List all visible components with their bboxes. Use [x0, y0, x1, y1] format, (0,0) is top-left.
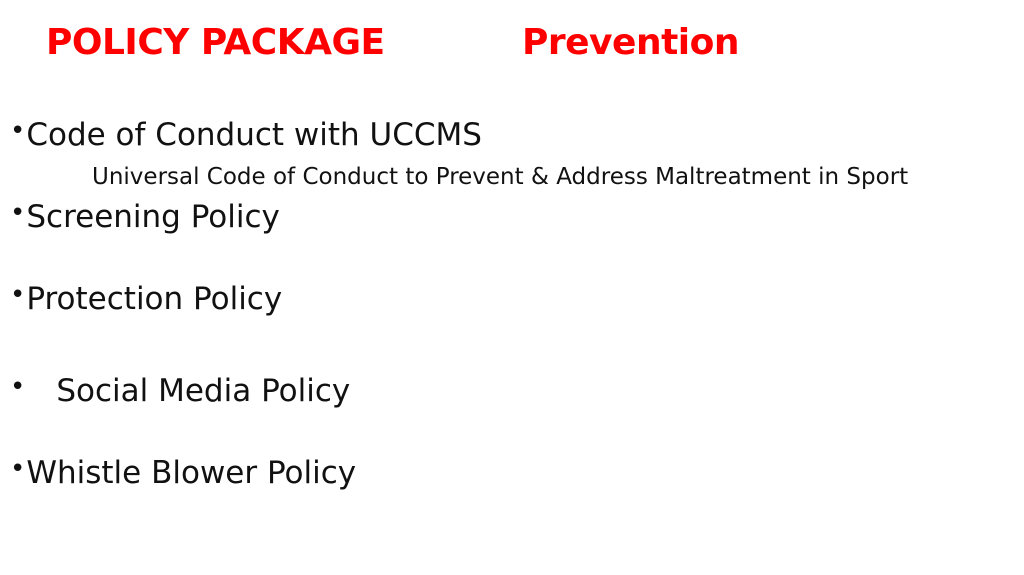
bullet-icon: • [10, 116, 26, 146]
bullet-label: Code of Conduct with UCCMS [26, 117, 482, 153]
bullet-icon: • [10, 280, 26, 310]
bullet-label: Screening Policy [26, 199, 280, 235]
bullet-label: Protection Policy [26, 281, 283, 317]
slide-title: POLICY PACKAGE [46, 22, 385, 63]
bullet-item-whistle-blower-policy [10, 456, 356, 489]
bullet-icon: • [10, 372, 26, 402]
bullet-item-code-of-conduct [10, 118, 482, 151]
bullet-item-social-media-policy [10, 374, 350, 407]
bullet-icon: • [10, 198, 26, 228]
sub-bullet-uccms-description: Universal Code of Conduct to Prevent & Address Maltreatment in Sport [92, 164, 909, 190]
bullet-label: Whistle Blower Policy [26, 455, 357, 491]
bullet-label: Social Media Policy [56, 373, 351, 409]
bullet-item-screening-policy [10, 200, 280, 233]
bullet-item-protection-policy [10, 282, 282, 315]
slide-section-title: Prevention [522, 22, 739, 63]
bullet-icon: • [10, 454, 26, 484]
